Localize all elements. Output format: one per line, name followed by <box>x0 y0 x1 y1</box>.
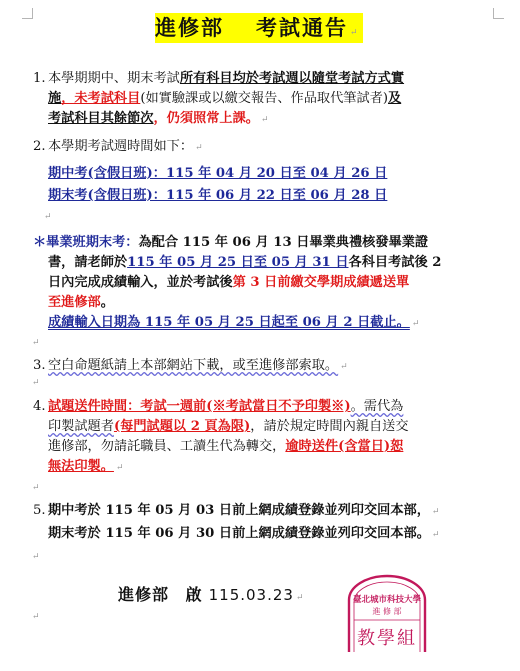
item-1-number: 1. <box>33 71 46 86</box>
item-1-must-attend: ，仍須照常上課。 <box>153 111 259 126</box>
item-5: 5. 期中考於 115 年 05 月 03 日前上網成績登錄並列印交回本部， ↵ <box>33 501 439 522</box>
grad-text-b: 為配合 115 年 06 月 13 日畢業典禮核發畢業證 <box>138 235 429 250</box>
page-limit: (每門試題以 2 頁為限) <box>113 419 251 434</box>
title-part-1: 進修部 <box>155 15 224 40</box>
signature-verb: 啟 <box>185 585 203 604</box>
item-4-number: 4. <box>33 399 46 414</box>
grad-text-i: 。 <box>100 295 114 310</box>
midterm-grade-deadline: 期中考於 115 年 05 月 03 日前上網成績登錄並列印交回本部， <box>48 503 430 518</box>
item-5-text-b: 期末考於 115 年 06 月 30 日前上網成績登錄並列印交回本部。 <box>48 526 430 541</box>
item-1-text-f: 及 <box>387 91 402 106</box>
grad-text-e: 各科目考試後 2 <box>348 255 442 270</box>
item-2-text: 本學期考試週時間如下： <box>48 139 194 154</box>
document-page: 進修部 考試通告 ↵ 1. 本學期期中、期末考試所有科目均於考試週以隨堂考試方式實 施，未考試科目(如實驗課或以繳交報告、作品取代筆試者)及 考試科目其餘節次，仍須照常上課。 ↵ 2. 本學期考試週時間如下： ↵ 期中考(含假日班)：115 年 04 月 20 日至 04 月 26 日 期末考(含假日班)：115 年 06 月 22 日至 06 月 28 日 ↵ ＊畢業班期末考：為配合 115 年 06 月 13 日畢業典禮核發畢業證 書，請老師於115 年 05 月 25 日至 05 月 31 日各科目考試後 2 日內完成成績輸入，並於考試後第 3 日前繳交學期成績遞送單 至進修部。 成績輸入日期為 115 年 05 月 25 日起至 06 月 2 日截止。 ↵ ↵ 3. 空白命題紙請上本部網站下載，或至進修部索取。 ↵ ↵ 4. 試題送件時間：考試一週前(※考試當日不予印製※)。需代為 印製試題者(每門試題以 2 頁為限)，請於規定時間內親自送交 進修部，勿請託職員、工讀生代為轉交，逾時送件(含當日)恕 無法印製。 ↵ ↵ 5. 期中考於 115 年 05 月 03 日前上網成績登錄並列印交回本部， ↵ 期末考於 115 年 06 月 30 日前上網成績登錄並列印交回本部。 ↵ ↵ 進修部 啟 115.03.23 ↵ ↵ 臺北城市科技大學 進 修 部 教學組 <box>0 0 520 671</box>
exam-submission-deadline: 試題送件時間：考試一週前(※考試當日不予印製※) <box>48 399 351 414</box>
item-1-text-a: 本學期期中、期末考試 <box>48 71 180 86</box>
item-4-text-f: 進修部，勿請託職員、工讀生代為轉交， <box>48 439 286 454</box>
title-part-2: 考試通告 <box>256 15 348 40</box>
notice-title: 進修部 考試通告 ↵ <box>155 13 363 43</box>
item-4-text-b: 。需代為 <box>350 399 404 414</box>
official-seal-stamp <box>339 574 435 654</box>
signature-line: 進修部 啟 115.03.23 ↵ <box>118 585 305 604</box>
item-2-number: 2. <box>33 139 46 154</box>
item-1: 1. 本學期期中、期末考試所有科目均於考試週以隨堂考試方式實 施，未考試科目(如實驗課或以繳交報告、作品取代筆試者)及 考試科目其餘節次，仍須照常上課。 ↵ <box>33 71 405 126</box>
grad-exam-dates: 115 年 05 月 25 日至 05 月 31 日 <box>127 255 349 270</box>
item-1-text-e: (如實驗課或以繳交報告、作品取代筆試者) <box>140 91 388 106</box>
signature-date: 115.03.23 <box>208 586 294 604</box>
stamp-line-1: 臺北城市科技大學 <box>352 595 422 605</box>
grad-heading: ＊畢業班期末考： <box>33 235 139 250</box>
margin-corner-mark-right <box>493 8 504 19</box>
midterm-week: 期中考(含假日班)：115 年 04 月 20 日至 04 月 26 日 <box>48 166 388 181</box>
graduating-class-note: ＊畢業班期末考：為配合 115 年 06 月 13 日畢業典禮核發畢業證 書，請老師於115 年 05 月 25 日至 05 月 31 日各科目考試後 2 日內完成成績輸入，並於考試後第 3 日前繳交學期成績遞送單 至進修部。 成績輸入日期為 115 年 05 月 25 日起至 06 月 2 日截止。 ↵ <box>33 235 442 330</box>
item-3: 3. 空白命題紙請上本部網站下載，或至進修部索取。 ↵ <box>33 356 348 377</box>
final-week: 期末考(含假日班)：115 年 06 月 22 日至 06 月 28 日 <box>48 188 388 203</box>
grad-text-c: 書，請老師於 <box>48 255 128 270</box>
final-grade-deadline: 期末考於 115 年 06 月 30 日前上網成績登錄並列印交回本部。 ↵ <box>48 526 440 541</box>
item-4: 4. 試題送件時間：考試一週前(※考試當日不予印製※)。需代為 印製試題者(每門試題以 2 頁為限)，請於規定時間內親自送交 進修部，勿請託職員、工讀生代為轉交，逾時送件(含當日)恕 無法印製。 ↵ <box>33 399 409 474</box>
item-4-text-e: ，請於規定時間內親自送交 <box>250 419 409 434</box>
item-3-text: 空白命題紙請上本部網站下載，或至進修部索取。 <box>48 358 339 373</box>
item-3-number: 3. <box>33 358 46 373</box>
item-2: 2. 本學期考試週時間如下： ↵ <box>33 137 203 158</box>
stamp-line-3: 教學組 <box>357 628 417 649</box>
grad-deadline: 第 3 日前繳交學期成績遞送單 <box>232 275 410 290</box>
item-1-text-b: 所有科目均於考試週以隨堂考試方式實 <box>179 71 405 86</box>
grad-text-f: 日內完成成績輸入，並於考試後 <box>48 275 233 290</box>
stamp-line-2: 進 修 部 <box>372 607 402 616</box>
item-1-untested: ，未考試科目 <box>61 91 141 106</box>
grad-text-h: 至進修部 <box>48 295 101 310</box>
margin-corner-mark-left <box>22 8 33 19</box>
signature-dept: 進修部 <box>118 585 170 604</box>
late-submission-warning: 逾時送件(含當日)恕 <box>285 439 404 454</box>
item-1-text-c: 施 <box>48 91 62 106</box>
item-5-number: 5. <box>33 503 46 518</box>
item-4-text-c: 印製試題者 <box>48 419 114 434</box>
item-4-text-h: 無法印製。 <box>48 459 114 474</box>
item-1-text-g: 考試科目其餘節次 <box>48 111 154 126</box>
grade-input-period: 成績輸入日期為 115 年 05 月 25 日起至 06 月 2 日截止。 <box>48 315 410 330</box>
